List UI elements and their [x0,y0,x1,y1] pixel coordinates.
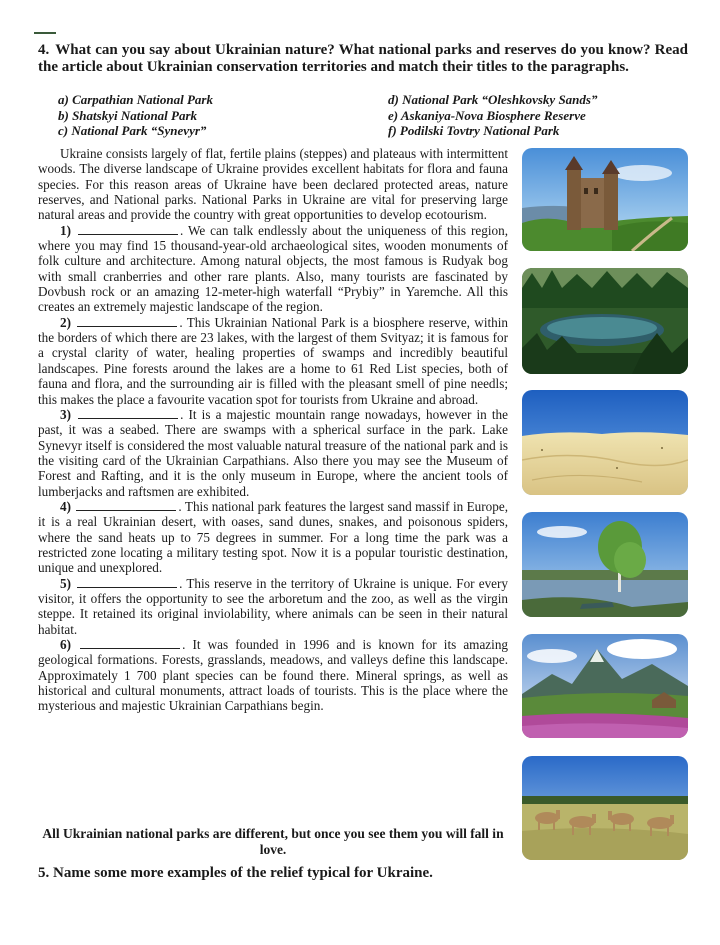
option-b: b) Shatskyi National Park [58,107,198,123]
closing-statement: All Ukrainian national parks are different, but once you see them you will fall in love. [42,826,504,857]
paragraph-3-text: . It is a majestic mountain range nowadays, however in the past, it was a seabed. There are swamps with a spherical surface in the park. Lake Synevyr itself is considered the most valuable natural treasure of the national park and is the visiting card of the Ukrainian Carpathians. Also there you may see the Museum of Forest and Rafting, and it is the only museum in Europe, where the ancient tools of lumberjacks and raftsmen are exhibited. [38,406,508,499]
sand-illustration [522,390,688,495]
task-5-heading [38,864,638,882]
paragraph-6-number: 6) [60,637,71,652]
paragraph-4 [38,499,508,576]
castle-illustration [522,148,688,251]
paragraph-4-text: . This national park features the largest sand massif in Europe, it is a real Ukrainian desert, with oases, sand dunes, snakes, and poisonous spiders, where the sand heats up to 75 degrees in summer. For a long time the park was a restricted zone locating a military testing spot. Now it is a popular touristic destination, unique and unexplored. [38,498,508,576]
paragraph-6 [38,637,508,714]
option-e: e) Askaniya-Nova Biosphere Reserve [388,107,586,123]
paragraph-6-text: . It was founded in 1996 and is known for its amazing geological formations. Forests, grasslands, meadows, and valleys define this landscape. Approximately 1 700 plant species can be found there. Mineral springs, as well as historical and cultural monuments, attract loads of tourists. This is the place where the mysterious and majestic Ukrainian Carpathians begin. [38,637,509,714]
answer-blank-2[interactable] [77,315,177,327]
decorative-dash [34,32,56,34]
article-intro: Ukraine consists largely of flat, fertile plains (steppes) and plateaus with intermittent woods. The diverse landscape of Ukraine provides excellent habitats for flora and fauna species. For this reason areas of Ukraine have been declared protected areas, nature reserves, and National parks. National Parks in Ukraine are vital for preserving large natural areas and provide the country with great opportunities to develop ecotourism. [38,146,508,223]
paragraph-2 [38,315,508,407]
option-f: f) Podilski Tovtry National Park [388,123,560,138]
answer-blank-6[interactable] [80,637,180,649]
horses-photo [522,756,688,860]
options-list [58,92,658,139]
option-c: c) National Park “Synevyr” [58,123,207,138]
lake-illustration [522,268,688,374]
task-4-heading [38,42,688,76]
paragraph-5-number: 5) [60,575,71,591]
answer-blank-4[interactable] [76,499,176,511]
river-tree-illustration [522,512,688,617]
paragraph-3 [38,407,508,499]
mountain-photo [522,634,688,738]
option-a: a) Carpathian National Park [58,92,213,107]
answer-blank-1[interactable] [78,223,178,235]
article [38,146,508,714]
answer-blank-5[interactable] [77,576,177,588]
task-4-text: What can you say about Ukrainian nature? What national parks and reserves do you know? Read the article about Ukrainian conservation territories and match their titles to the paragraphs. [38,42,688,75]
river-tree-photo [522,512,688,617]
horses-illustration [522,756,688,860]
task-5-number: 5. [38,865,50,881]
paragraph-5 [38,576,508,637]
castle-photo [522,148,688,251]
paragraph-1 [38,223,508,315]
paragraph-2-text: . This Ukrainian National Park is a biosphere reserve, within the borders of which there are 23 lakes, with the largest of them Svityaz; it is famous for a crystal clarity of water, healing properties of swamps and incredibly beautiful landscapes. Pine forests around the lakes are a home to 61 Red List species, both of fauna and flora, and the surrounding air is filled with the pleasant smell of pine needls; this makes the place a favourite vacation spot for tourists from Ukraine and abroad. [38,314,508,407]
task-4-number: 4. [38,42,50,58]
answer-blank-3[interactable] [78,407,178,419]
sand-photo [522,390,688,495]
paragraph-4-number: 4) [60,498,71,514]
option-d: d) National Park “Oleshkovsky Sands” [388,92,598,107]
paragraph-2-number: 2) [60,314,71,330]
paragraph-5-text: . This reserve in the territory of Ukraine is unique. For every visitor, it offers the opportunity to see the arboretum and the zoo, as well as the virgin steppe. It retained its original inviolability, where animals can be seen in their natural habitat. [38,575,508,637]
lake-photo [522,268,688,374]
task-5-text: Name some more examples of the relief typical for Ukraine. [53,865,433,881]
paragraph-1-text: . We can talk endlessly about the uniqueness of this region, where you may find 15 thousand-year-old archaeological sites, wooden monuments of folk culture and architecture. Among natural objects, the most famous is Rudyak bog with small cranberries and other rare plants. Also, many tourists are fascinated by Dovbush rock or an amazing 12-meter-high waterfall “Prybiy” in Yaremche. All this creates an extremely majestic landscape of the region. [38,222,509,315]
paragraph-1-number: 1) [60,222,71,238]
mountain-illustration [522,634,688,738]
paragraph-3-number: 3) [60,406,71,422]
